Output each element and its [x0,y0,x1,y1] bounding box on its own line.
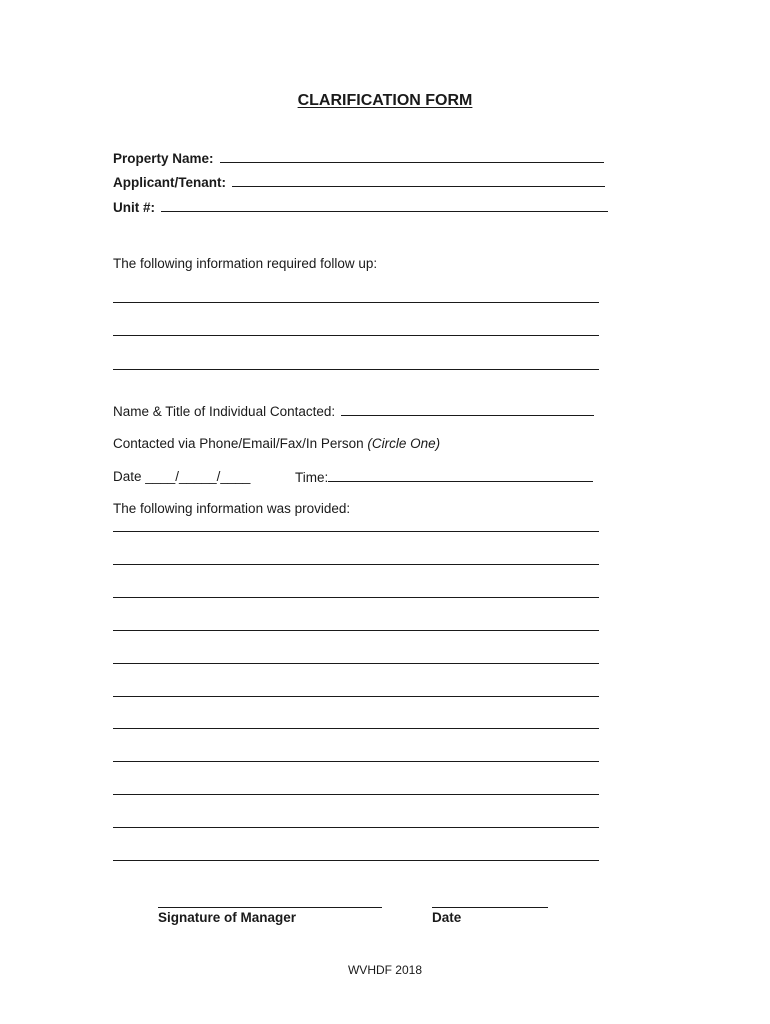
form-title: CLARIFICATION FORM [297,92,473,109]
contact-name-field[interactable] [341,403,594,416]
follow-up-line-1[interactable] [113,302,599,303]
time-label: Time: [295,470,329,485]
provided-line-5[interactable] [113,663,599,664]
provided-line-2[interactable] [113,564,599,565]
provided-line-3[interactable] [113,597,599,598]
follow-up-line-2[interactable] [113,335,599,336]
signature-date-label: Date [432,910,462,925]
contact-name-row [113,403,594,420]
applicant-tenant-label: Applicant/Tenant: [113,175,226,190]
unit-field[interactable] [161,199,608,212]
provided-line-9[interactable] [113,794,599,795]
date-field[interactable]: Date ____/_____/____ [113,469,251,484]
footer-text: WVHDF 2018 [347,963,423,977]
applicant-tenant-row [113,174,605,191]
provided-line-6[interactable] [113,696,599,697]
property-name-label: Property Name: [113,151,214,166]
unit-row [113,199,608,216]
contact-name-label: Name & Title of Individual Contacted: [113,404,336,419]
signature-label: Signature of Manager [158,910,297,925]
provided-line-8[interactable] [113,761,599,762]
provided-label: The following information was provided: [113,501,351,516]
provided-line-1[interactable] [113,531,599,532]
applicant-tenant-field[interactable] [232,174,605,187]
contacted-via-row [113,436,440,452]
contacted-via-label: Contacted via Phone/Email/Fax/In Person [113,436,364,451]
provided-line-11[interactable] [113,860,599,861]
circle-one-label: (Circle One) [367,436,441,451]
unit-label: Unit #: [113,200,155,215]
signature-date-line[interactable] [432,907,548,908]
provided-line-4[interactable] [113,630,599,631]
time-row [295,469,593,486]
follow-up-line-3[interactable] [113,369,599,370]
date-time-row [113,469,250,485]
provided-line-7[interactable] [113,728,599,729]
provided-line-10[interactable] [113,827,599,828]
time-field[interactable] [328,469,593,482]
follow-up-label: The following information required follow up: [113,256,378,271]
property-name-field[interactable] [220,150,604,163]
signature-line[interactable] [158,907,382,908]
property-name-row [113,150,604,167]
